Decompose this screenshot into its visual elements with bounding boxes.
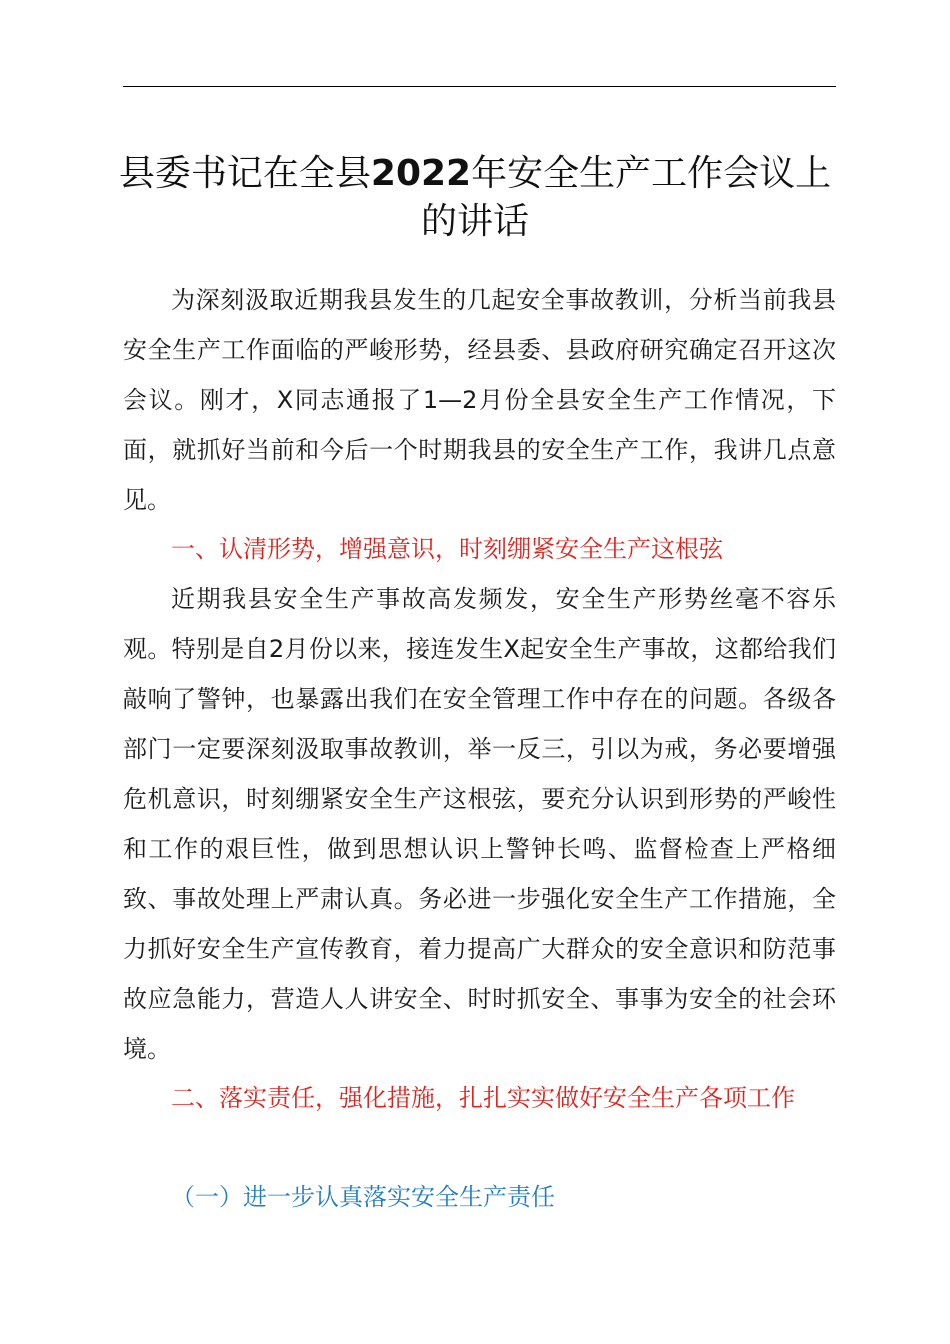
title-line-2: 的讲话 [420,201,529,242]
document-title [100,150,850,246]
title-year: 2022 [370,153,472,194]
intro-paragraph: 为深刻汲取近期我县发生的几起安全事故教训，分析当前我县安全生产工作面临的严峻形势，经县委、县政府研究确定召开这次会议。刚才，X同志通报了1—2月份全县安全生产工作情况，下面，就抓好当前和今后一个时期我县的安全生产工作，我讲几点意见。 [123,286,836,514]
header-rule [123,86,836,87]
section-2-heading: 二、落实责任，强化措施，扎扎实实做好安全生产各项工作 [171,1084,795,1112]
section-1-body: 近期我县安全生产事故高发频发，安全生产形势丝毫不容乐观。特别是自2月份以来，接连发生X起安全生产事故，这都给我们敲响了警钟，也暴露出我们在安全管理工作中存在的问题。各级各部门一定要深刻汲取事故教训，举一反三，引以为戒，务必要增强危机意识，时刻绷紧安全生产这根弦，要充分认识到形势的严峻性和工作的艰巨性，做到思想认识上警钟长鸣、监督检查上严格细致、事故处理上严肃认真。务必进一步强化安全生产工作措施，全力抓好安全生产宣传教育，着力提高广大群众的安全意识和防范事故应急能力，营造人人讲安全、时时抓安全、事事为安全的社会环境。 [123,585,836,1063]
title-line-1 [100,150,850,198]
title-part-1: 县委书记在全县 [118,153,371,194]
title-part-2: 年安全生产工作会议上 [471,153,832,194]
section-1-heading: 一、认清形势，增强意识，时刻绷紧安全生产这根弦 [171,535,723,563]
subsection-1-heading: （一）进一步认真落实安全生产责任 [171,1183,555,1211]
